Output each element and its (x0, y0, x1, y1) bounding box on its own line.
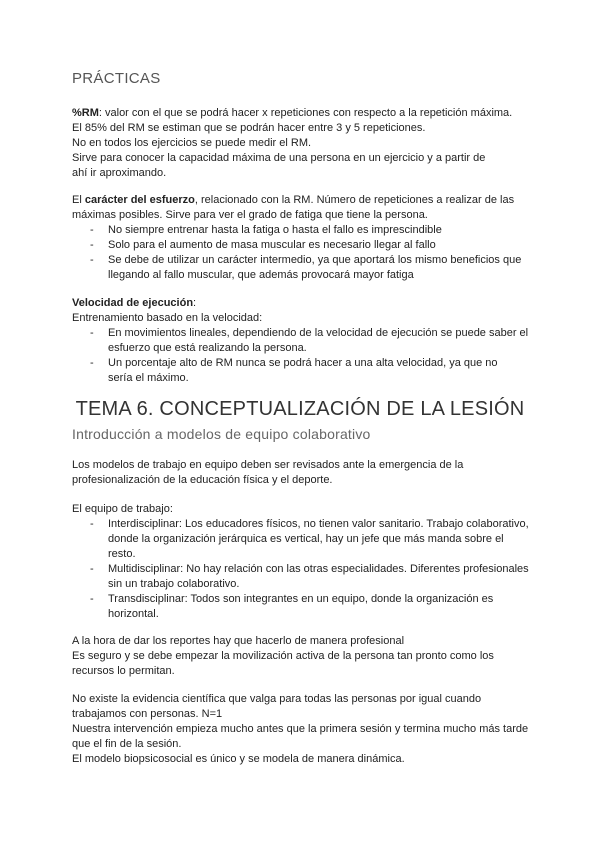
esfuerzo-text: , relacionado con la RM. Número de repeticiones a realizar de las máximas posibles. Sirve para ver el grado de fatiga que tiene la persona. (72, 194, 515, 221)
chapter-title: TEMA 6. CONCEPTUALIZACIÓN DE LA LESIÓN (75, 398, 525, 420)
modelos-paragraph: Los modelos de trabajo en equipo deben ser revisados ante la emergencia de la profesionalización de la educación física y el deporte. (72, 459, 464, 486)
list-item: - Multidisciplinar: No hay relación con las otras especialidades. Diferentes profesionales sin un trabajo colaborativo. (108, 562, 532, 592)
reportes-block (72, 634, 532, 679)
evidencia-line: El modelo biopsicosocial es único y se modela de manera dinámica. (72, 753, 405, 765)
rm-line: No en todos los ejercicios se puede medir el RM. (72, 137, 312, 149)
evidencia-line: No existe la evidencia científica que valga para todas las personas por igual cuando trabajamos con personas. N=1 (72, 693, 482, 720)
esfuerzo-term: carácter del esfuerzo (84, 194, 195, 206)
rm-definition-text: : valor con el que se podrá hacer x repeticiones con respecto a la repetición máxima. (98, 107, 513, 119)
list-item: - Se debe de utilizar un carácter intermedio, ya que aportará los mismo beneficios que llegando al fallo muscular, que además provocará mayor fatiga (108, 253, 532, 283)
velocidad-block (72, 296, 532, 386)
rm-line: Sirve para conocer la capacidad máxima de una persona en un ejercicio y a partir de ahí ir aproximando. (72, 152, 486, 179)
equipo-list (72, 517, 532, 622)
list-item: - En movimientos lineales, dependiendo de la velocidad de ejecución se puede saber el esfuerzo que está realizando la persona. (108, 326, 532, 356)
evidencia-line: Nuestra intervención empieza mucho antes que la primera sesión y termina mucho más tarde que el fin de la sesión. (72, 723, 529, 750)
equipo-intro: El equipo de trabajo: (72, 503, 173, 515)
velocidad-intro: Entrenamiento basado en la velocidad: (72, 312, 263, 324)
section-heading: PRÁCTICAS (72, 70, 161, 87)
modelos-block (72, 458, 532, 488)
rm-definition (72, 106, 532, 121)
esfuerzo-prefix: El (72, 194, 85, 206)
esfuerzo-block (72, 193, 532, 283)
list-item: - Solo para el aumento de masa muscular es necesario llegar al fallo (108, 238, 532, 253)
velocidad-term: Velocidad de ejecución (72, 297, 194, 309)
esfuerzo-paragraph (72, 193, 532, 223)
list-item: - Un porcentaje alto de RM nunca se podrá hacer a una alta velocidad, ya que no sería el máximo. (108, 356, 532, 386)
rm-block (72, 106, 532, 181)
reportes-line: Es seguro y se debe empezar la movilización activa de la persona tan pronto como los recursos lo permitan. (72, 650, 494, 677)
chapter-subtitle: Introducción a modelos de equipo colaborativo (72, 426, 371, 442)
velocidad-colon: : (193, 297, 197, 309)
equipo-block (72, 502, 532, 622)
list-item: - Interdisciplinar: Los educadores físicos, no tienen valor sanitario. Trabajo colaborativo, donde la organización jerárquica es vertical, hay un jefe que más manda sobre el resto. (108, 517, 532, 562)
reportes-line: A la hora de dar los reportes hay que hacerlo de manera profesional (72, 635, 405, 647)
list-item: - No siempre entrenar hasta la fatiga o hasta el fallo es imprescindible (108, 223, 532, 238)
evidencia-block (72, 692, 532, 767)
velocidad-list (72, 326, 532, 386)
rm-term: %RM (72, 107, 99, 119)
velocidad-heading (72, 296, 532, 311)
list-item: - Transdisciplinar: Todos son integrantes en un equipo, donde la organización es horizontal. (108, 592, 532, 622)
rm-line: El 85% del RM se estiman que se podrán hacer entre 3 y 5 repeticiones. (72, 122, 426, 134)
esfuerzo-list (72, 223, 532, 283)
